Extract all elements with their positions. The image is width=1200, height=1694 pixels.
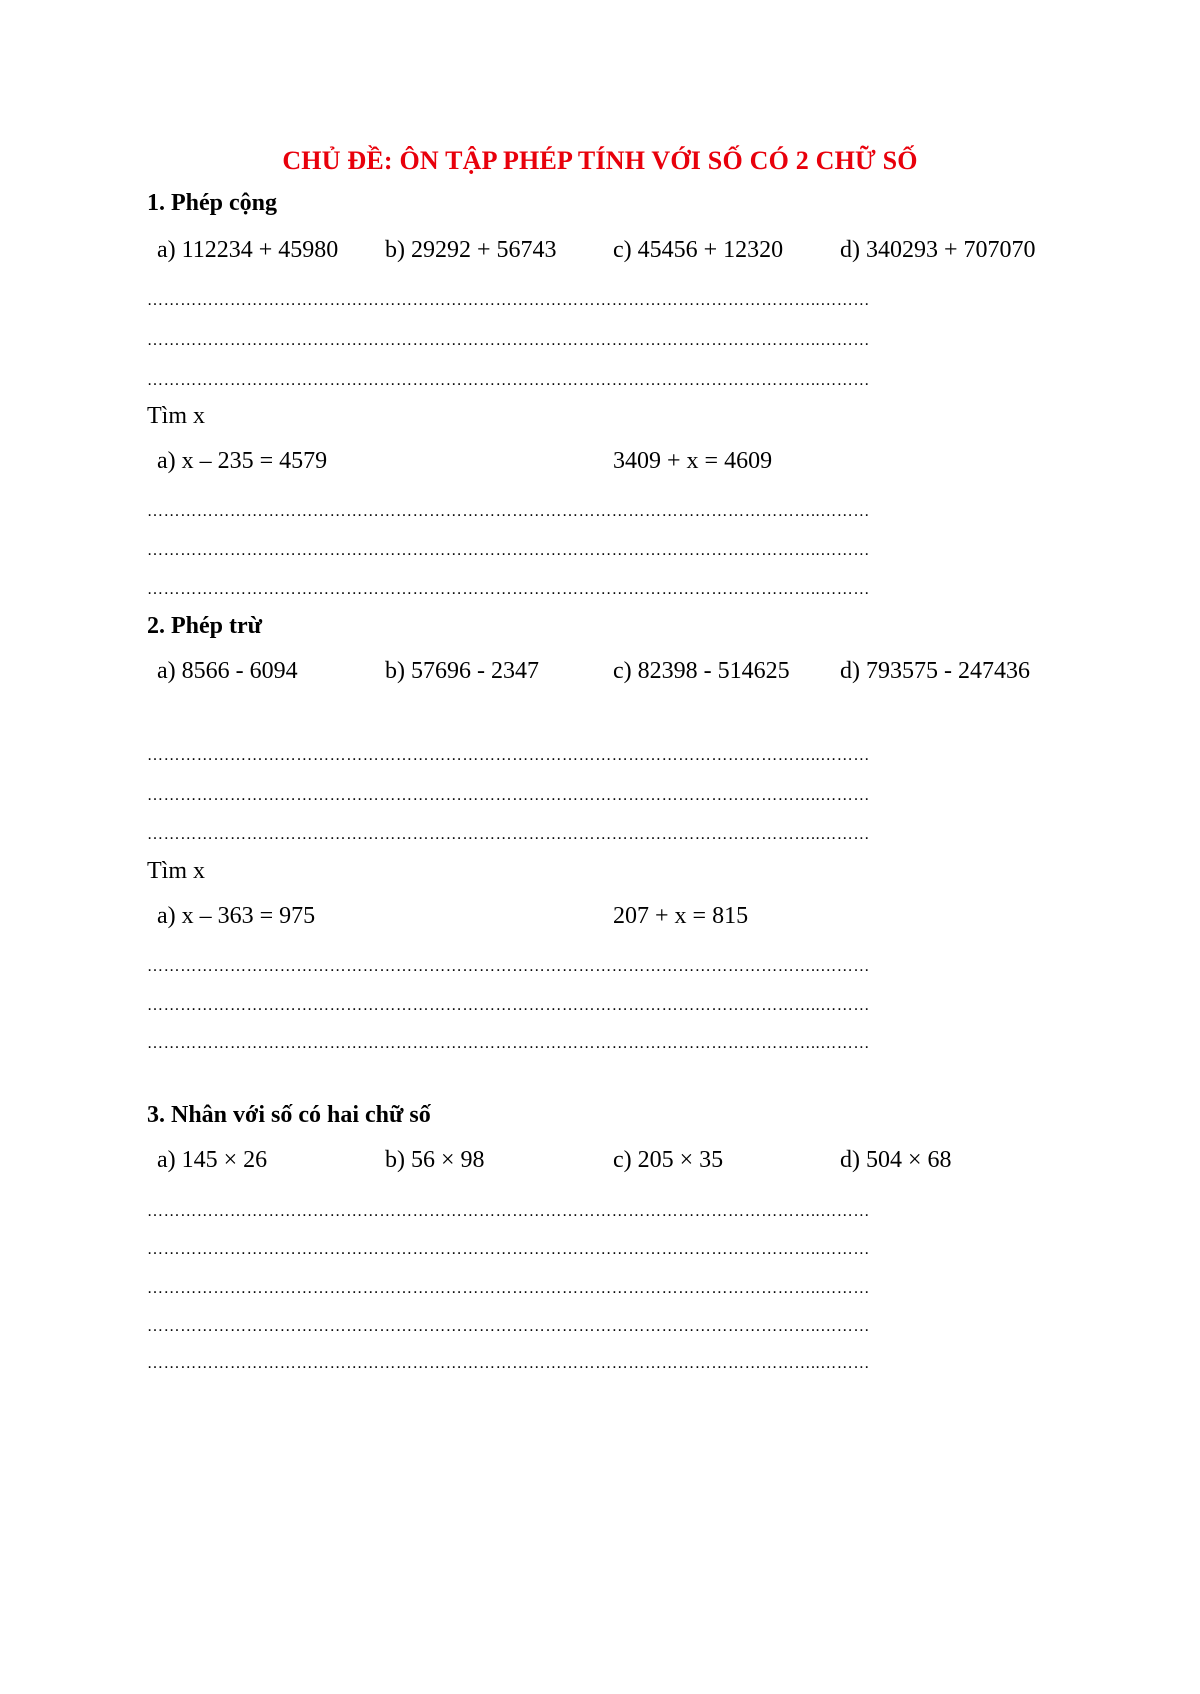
find-x-problem-a: a) x – 235 = 4579 (157, 448, 328, 474)
subtraction-problem-a: a) 8566 - 6094 (157, 658, 298, 684)
addition-problem-d: d) 340293 + 707070 (840, 237, 1036, 263)
find-x-row (0, 448, 1200, 480)
answer-line: …………………………………………………………………………………………………………..……… (147, 503, 870, 520)
find-x-problem-a: a) x – 363 = 975 (157, 903, 316, 929)
answer-line: …………………………………………………………………………………………………………..……… (147, 826, 870, 843)
find-x-label: Tìm x (147, 858, 205, 884)
find-x-row (0, 903, 1200, 935)
subtraction-problems-row (0, 658, 1200, 690)
multiplication-problems-row (0, 1147, 1200, 1179)
answer-line: …………………………………………………………………………………………………………..……… (147, 1318, 870, 1335)
answer-line: …………………………………………………………………………………………………………..……… (147, 332, 870, 349)
page-title: CHỦ ĐỀ: ÔN TẬP PHÉP TÍNH VỚI SỐ CÓ 2 CHỮ SỐ (282, 146, 918, 175)
answer-line: …………………………………………………………………………………………………………..……… (147, 1035, 870, 1052)
answer-line: …………………………………………………………………………………………………………..……… (147, 787, 870, 804)
find-x-problem-b: 3409 + x = 4609 (613, 448, 773, 474)
answer-line: …………………………………………………………………………………………………………..……… (147, 542, 870, 559)
subtraction-problem-d: d) 793575 - 247436 (840, 658, 1030, 684)
addition-problem-c: c) 45456 + 12320 (613, 237, 784, 263)
answer-line: …………………………………………………………………………………………………………..……… (147, 1241, 870, 1258)
answer-line: …………………………………………………………………………………………………………..……… (147, 958, 870, 975)
addition-problems-row (0, 237, 1200, 269)
answer-line: …………………………………………………………………………………………………………..……… (147, 1203, 870, 1220)
find-x-label: Tìm x (147, 403, 205, 429)
subtraction-problem-b: b) 57696 - 2347 (385, 658, 539, 684)
answer-line: …………………………………………………………………………………………………………..……… (147, 372, 870, 389)
addition-problem-b: b) 29292 + 56743 (385, 237, 557, 263)
multiplication-problem-a: a) 145 × 26 (157, 1147, 268, 1173)
answer-line: …………………………………………………………………………………………………………..……… (147, 1355, 870, 1372)
section-heading-subtraction: 2. Phép trừ (147, 613, 263, 639)
find-x-problem-b: 207 + x = 815 (613, 903, 749, 929)
answer-line: …………………………………………………………………………………………………………..……… (147, 747, 870, 764)
section-heading-multiplication: 3. Nhân với số có hai chữ số (147, 1102, 431, 1128)
answer-line: …………………………………………………………………………………………………………..……… (147, 997, 870, 1014)
answer-line: …………………………………………………………………………………………………………..……… (147, 292, 870, 309)
answer-line: …………………………………………………………………………………………………………..……… (147, 581, 870, 598)
multiplication-problem-d: d) 504 × 68 (840, 1147, 952, 1173)
subtraction-problem-c: c) 82398 - 514625 (613, 658, 790, 684)
section-heading-addition: 1. Phép cộng (147, 190, 278, 216)
multiplication-problem-c: c) 205 × 35 (613, 1147, 724, 1173)
answer-line: …………………………………………………………………………………………………………..……… (147, 1280, 870, 1297)
multiplication-problem-b: b) 56 × 98 (385, 1147, 485, 1173)
addition-problem-a: a) 112234 + 45980 (157, 237, 339, 263)
